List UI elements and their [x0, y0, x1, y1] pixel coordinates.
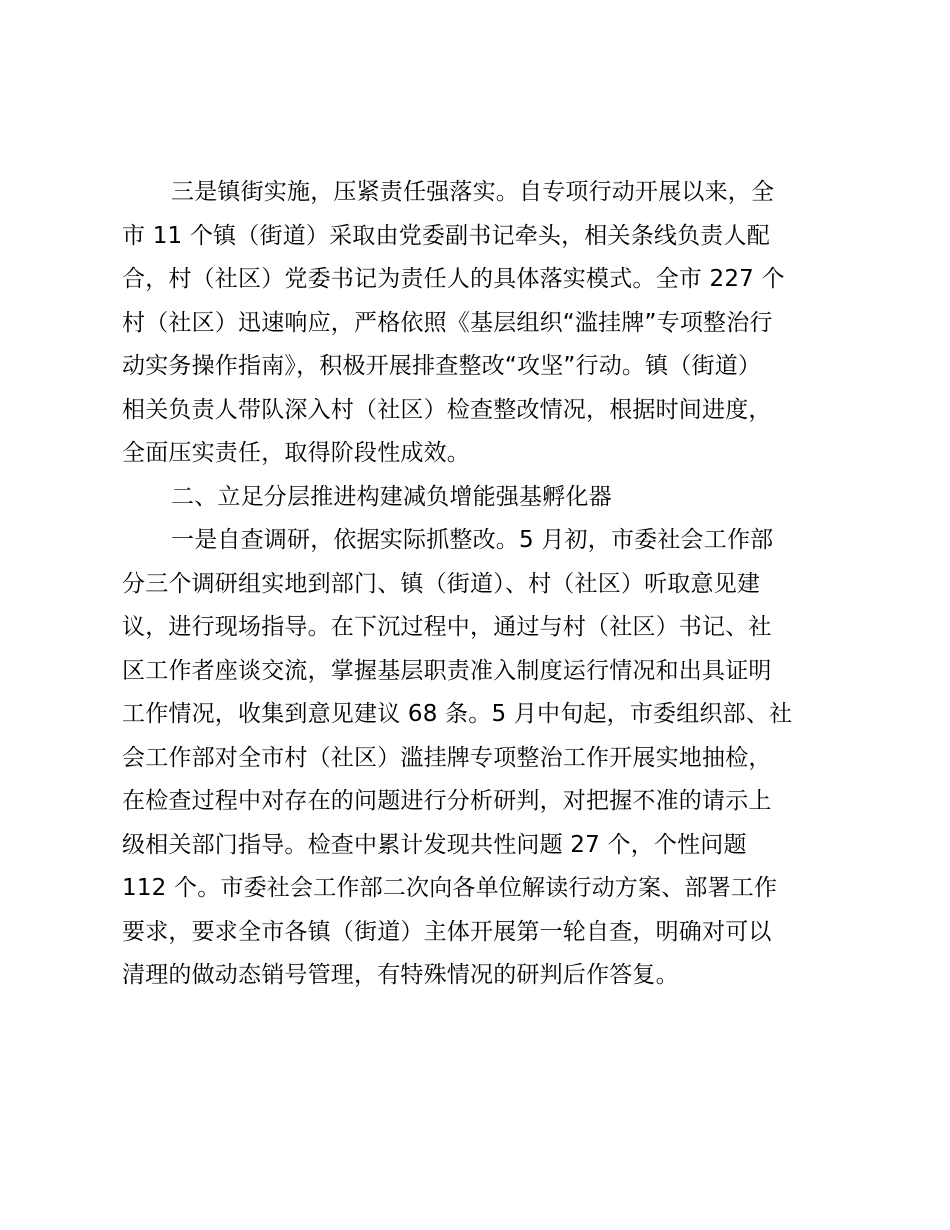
text-line: 清理的做动态销号管理，有特殊情况的研判后作答复。 — [122, 962, 679, 988]
text-line: 动实务操作指南》，积极开展排查整改“攻坚”行动。镇（街道） — [122, 353, 762, 379]
text-line: 会工作部对全市村（社区）滥挂牌专项整治工作开展实地抽检， — [122, 744, 772, 771]
text-line: 合，村（社区）党委书记为责任人的具体落实模式。全市 227 个 — [122, 266, 785, 292]
text-line: 一是自查调研，依据实际抓整改。5 月初，市委社会工作部 — [171, 527, 774, 553]
text-line: 级相关部门指导。检查中累计发现共性问题 27 个，个性问题 — [122, 831, 747, 858]
document-body — [122, 171, 827, 998]
text-line: 全面压实责任，取得阶段性成效。 — [122, 440, 470, 466]
paragraph-self-inspection — [122, 519, 827, 998]
text-line: 112 个。市委社会工作部二次向各单位解读行动方案、部署工作 — [122, 875, 778, 901]
text-line: 要求，要求全市各镇（街道）主体开展第一轮自查，明确对可以 — [122, 918, 772, 945]
text-line: 分三个调研组实地到部门、镇（街道）、村（社区）听取意见建 — [122, 570, 761, 597]
paragraph-town-implementation — [122, 171, 827, 476]
section-heading: 二、立足分层推进构建减负增能强基孵化器 — [171, 483, 612, 510]
text-line: 工作情况，收集到意见建议 68 条。5 月中旬起，市委组织部、社 — [122, 701, 793, 727]
text-line: 三是镇街实施，压紧责任强落实。自专项行动开展以来，全 — [171, 179, 775, 205]
text-line: 议，进行现场指导。在下沉过程中，通过与村（社区）书记、社 — [122, 614, 772, 640]
text-line: 市 11 个镇（街道）采取由党委副书记牵头，相关条线负责人配 — [122, 222, 770, 249]
text-line: 区工作者座谈交流，掌握基层职责准入制度运行情况和出具证明 — [122, 657, 772, 684]
text-line: 村（社区）迅速响应，严格依照《基层组织“滥挂牌”专项整治行 — [122, 309, 773, 336]
text-line: 在检查过程中对存在的问题进行分析研判，对把握不准的请示上 — [122, 788, 772, 814]
text-line: 相关负责人带队深入村（社区）检查整改情况，根据时间进度， — [122, 396, 772, 423]
